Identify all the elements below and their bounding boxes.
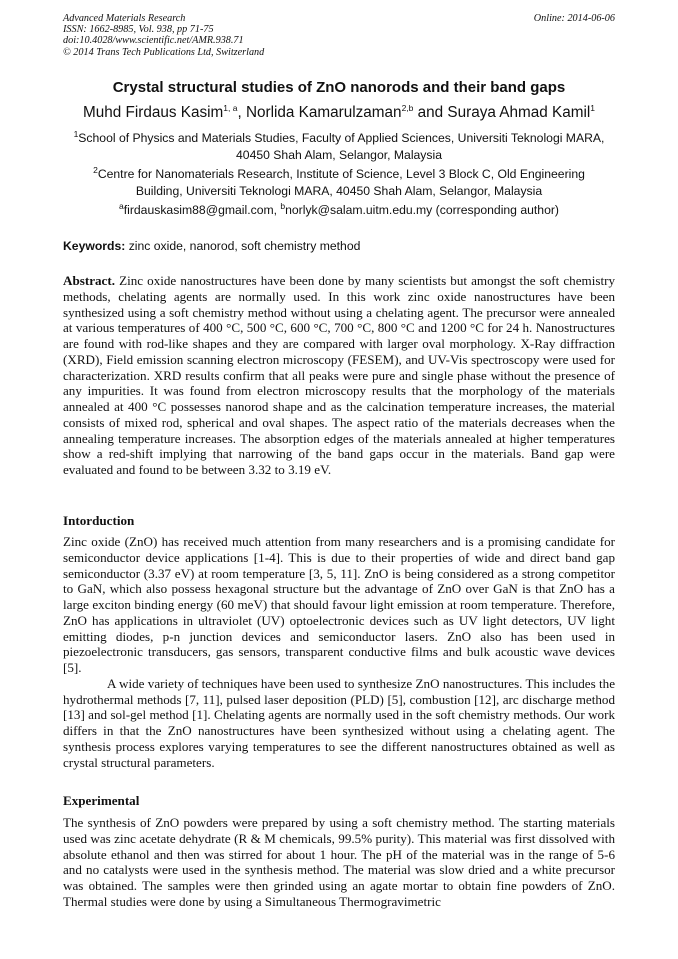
affiliation-2-line-2: Building, Universiti Teknologi MARA, 40450 Shah Alam, Selangor, Malaysia bbox=[135, 183, 543, 198]
author-2-sup: 2,b bbox=[401, 102, 414, 113]
affiliation-1-line-1: School of Physics and Materials Studies, Faculty of Applied Sciences, Universiti Teknologi MARA, bbox=[78, 131, 605, 145]
introduction-body bbox=[63, 534, 615, 770]
email-b: norlyk@salam.uitm.edu.my (corresponding author) bbox=[285, 203, 559, 217]
affiliation-2-sup: 2 bbox=[93, 164, 98, 175]
paper-title: Crystal structural studies of ZnO nanorods and their band gaps bbox=[112, 79, 566, 96]
affiliation-1-sup: 1 bbox=[73, 128, 79, 139]
journal-name: Advanced Materials Research bbox=[63, 13, 186, 24]
keywords-text: zinc oxide, nanorod, soft chemistry method bbox=[125, 239, 361, 253]
experimental-paragraph-1: The synthesis of ZnO powders were prepared by using a soft chemistry method. The starting materials used was zinc acetate dehydrate (R & M chemicals, 99.5% purity). This material was first dissolved with absolute ethanol and then was stirred for about 1 hour. The pH of the material was in the range of 5-6 and no catalysts were used in the synthesis method. The material was slow dried and a white precursor was obtained. The samples were then grinded using an agate mortar to obtain fine powders of ZnO. Thermal studies were done by using a Simultaneous Thermogravimetric bbox=[63, 815, 615, 909]
keywords-label: Keywords: bbox=[63, 239, 126, 253]
journal-meta bbox=[63, 13, 264, 58]
author-1-sup: 1, a bbox=[223, 102, 238, 113]
doi: doi:10.4028/www.scientific.net/AMR.938.71 bbox=[63, 35, 244, 47]
copyright: © 2014 Trans Tech Publications Ltd, Switzerland bbox=[63, 46, 265, 58]
email-line bbox=[70, 202, 608, 219]
affiliation-1 bbox=[70, 130, 608, 163]
author-sep: and bbox=[413, 104, 448, 121]
experimental-heading: Experimental bbox=[63, 793, 140, 808]
abstract-label: Abstract. bbox=[63, 273, 115, 288]
author-3: Suraya Ahmad Kamil bbox=[447, 104, 591, 121]
email-b-sup: b bbox=[280, 200, 286, 211]
abstract bbox=[63, 273, 615, 478]
introduction-paragraph-2: A wide variety of techniques have been used to synthesize ZnO nanostructures. This includes the hydrothermal methods [7, 11], pulsed laser deposition (PLD) [5], combustion [12], arc discharge method [13] and sol-gel method [1]. Chelating agents are normally used in the soft chemistry methods. Our work differs in that the ZnO nanostructures have been synthesized without using a chelating agent. The synthesis process explores varying temperatures to see the different nanostructures obtained as well as crystal structural parameters. bbox=[63, 675, 615, 770]
affiliation-2 bbox=[70, 166, 608, 199]
author-1: Muhd Firdaus Kasim bbox=[83, 104, 224, 121]
experimental-body bbox=[63, 815, 615, 910]
author-2: Norlida Kamarulzaman bbox=[245, 104, 402, 121]
affiliation-1-line-2: 40450 Shah Alam, Selangor, Malaysia bbox=[236, 147, 442, 162]
email-a: firdauskasim88@gmail.com, bbox=[123, 203, 281, 217]
introduction-heading: Intorduction bbox=[63, 513, 135, 528]
author-3-sup: 1 bbox=[590, 102, 595, 113]
author-sep: , bbox=[237, 104, 246, 121]
introduction-paragraph-1: Zinc oxide (ZnO) has received much attention from many researchers and is a promising candidate for semiconductor device applications [1-4]. This is due to their properties of wide and direct band gap semiconductor (3.37 eV) at room temperature [3, 5, 11]. ZnO is being considered as a strong competitor to GaN, which also possess hexagonal structure but the advantage of ZnO over GaN is that ZnO has a large exciton binding energy (60 meV) that should favour light emission at room temperature. Therefore, ZnO has applications in ultraviolet (UV) optoelectronic devices such as UV light detectors, UV light emitting diodes, p-n junction devices and semiconductor lasers. ZnO also has been used in piezoelectronic transducers, gas sensors, transparent conductive films and bulk acoustic wave devices [5]. bbox=[63, 534, 615, 675]
keywords bbox=[63, 239, 360, 253]
online-date: Online: 2014-06-06 bbox=[533, 13, 615, 24]
author-list bbox=[0, 104, 678, 122]
email-a-sup: a bbox=[119, 200, 124, 211]
abstract-text: Zinc oxide nanostructures have been done by many scientists but amongst the soft chemistry methods, chelating agents are normally used. In this work zinc oxide nanostructures have been synthesized using a soft chemistry method without using a chelating agent. The precursor were annealed at various temperatures of 400 °C, 500 °C, 600 °C, 700 °C, 800 °C and 1200 °C for 24 h. Nanostructures are found with rod-like shapes and they are compared with larger oval morphology. X-Ray diffraction (XRD), Field emission scanning electron microscopy (FESEM), and UV-Vis spectroscopy were used for characterization. XRD results confirm that all peaks were pure and single phase without the presence of any impurities. It was found from electron microscopy results that the morphology of the materials annealed at 400 °C possesses nanorod shape and as the calcination temperature increases, the material consists of mixed rod, spherical and oval shapes. The aspect ratio of the materials decreases when the annealing temperature increases. The absorption edges of the materials annealed at higher temperatures show a red-shift implying that narrowing of the band gaps occur in the materials. Band gap were evaluated and found to be between 3.32 to 3.19 eV. bbox=[63, 273, 615, 477]
issn: ISSN: 1662-8985, Vol. 938, pp 71-75 bbox=[63, 24, 214, 36]
affiliation-2-line-1: Centre for Nanomaterials Research, Institute of Science, Level 3 Block C, Old Engineering bbox=[97, 167, 585, 181]
